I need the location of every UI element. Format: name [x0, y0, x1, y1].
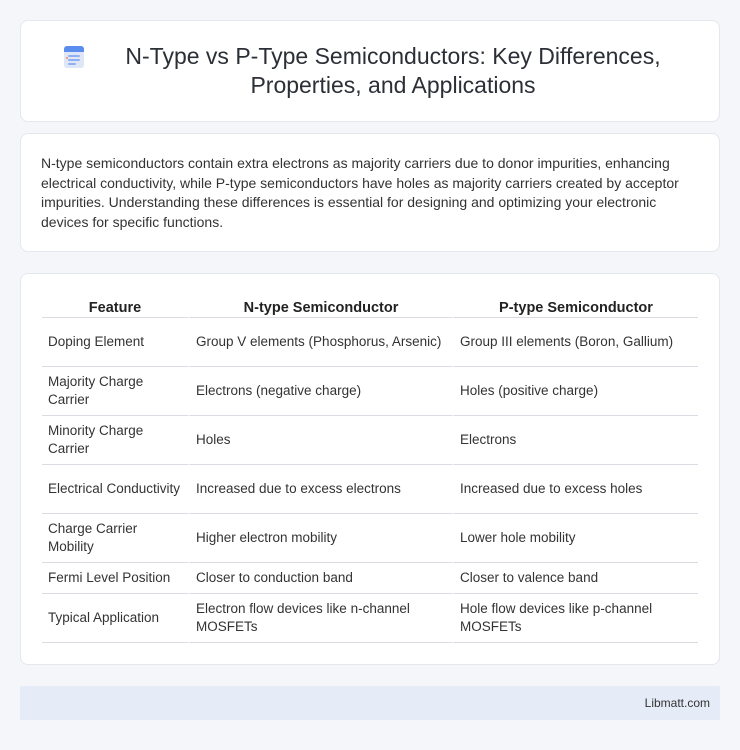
page-title: N-Type vs P-Type Semiconductors: Key Differences, Properties, and Applications	[125, 43, 661, 98]
title-wrap	[21, 21, 719, 121]
cell-p-type: Lower hole mobility	[452, 514, 698, 563]
cell-p-type: Closer to valence band	[452, 563, 698, 594]
header-feature: Feature	[42, 296, 188, 318]
cell-n-type: Holes	[188, 416, 452, 465]
title-card	[20, 20, 720, 122]
table-header-row	[42, 296, 698, 318]
cell-p-type: Group III elements (Boron, Gallium)	[452, 318, 698, 367]
table-row	[42, 416, 698, 465]
table-row	[42, 594, 698, 643]
cell-feature: Charge Carrier Mobility	[42, 514, 188, 563]
cell-feature: Minority Charge Carrier	[42, 416, 188, 465]
cell-feature: Majority Charge Carrier	[42, 367, 188, 416]
cell-n-type: Closer to conduction band	[188, 563, 452, 594]
cell-feature: Doping Element	[42, 318, 188, 367]
cell-feature: Electrical Conductivity	[42, 465, 188, 514]
intro-paragraph: N-type semiconductors contain extra electrons as majority carriers due to donor impurities, enhancing electrical conductivity, while P-type semiconductors have holes as majority carriers created by acceptor impurities. Understanding these differences is essential for designing and optimizing your electronic devices for specific functions.	[41, 155, 679, 230]
intro-card	[20, 133, 720, 252]
footer	[20, 686, 720, 720]
header-p-type: P-type Semiconductor	[452, 296, 698, 318]
table-row	[42, 563, 698, 594]
cell-n-type: Electron flow devices like n-channel MOSFETs	[188, 594, 452, 643]
cell-n-type: Increased due to excess electrons	[188, 465, 452, 514]
table-card	[20, 273, 720, 665]
cell-n-type: Group V elements (Phosphorus, Arsenic)	[188, 318, 452, 367]
footer-site-link[interactable]: Libmatt.com	[644, 696, 710, 710]
header-n-type: N-type Semiconductor	[188, 296, 452, 318]
table-row	[42, 318, 698, 367]
cell-n-type: Electrons (negative charge)	[188, 367, 452, 416]
table-row	[42, 367, 698, 416]
cell-p-type: Electrons	[452, 416, 698, 465]
table-row	[42, 465, 698, 514]
cell-feature: Typical Application	[42, 594, 188, 643]
cell-p-type: Increased due to excess holes	[452, 465, 698, 514]
comparison-table	[42, 296, 698, 643]
cell-n-type: Higher electron mobility	[188, 514, 452, 563]
cell-p-type: Holes (positive charge)	[452, 367, 698, 416]
cell-feature: Fermi Level Position	[42, 563, 188, 594]
cell-p-type: Hole flow devices like p-channel MOSFETs	[452, 594, 698, 643]
table-row	[42, 514, 698, 563]
document-icon	[61, 44, 87, 70]
